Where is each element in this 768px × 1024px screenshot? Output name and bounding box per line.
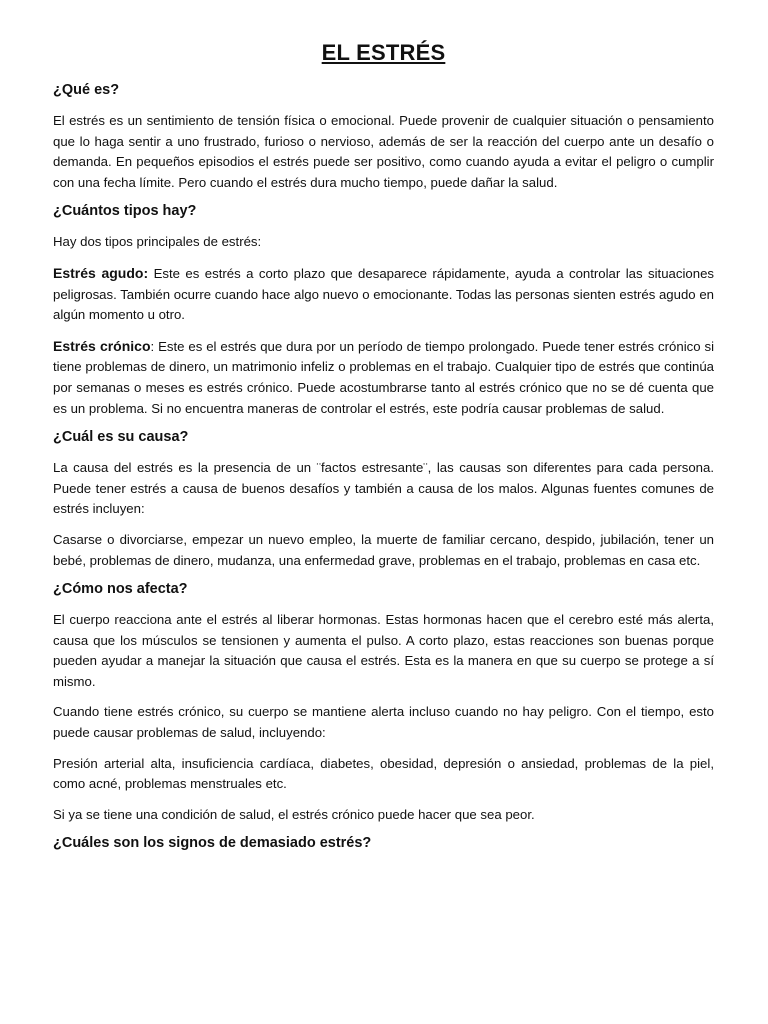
heading-signos: ¿Cuáles son los signos de demasiado estrés? — [53, 835, 372, 852]
paragraph-causa-2: Casarse o divorciarse, empezar un nuevo empleo, la muerte de familiar cercano, despido, jubilación, tener un bebé, problemas de dinero, mudanza, una enfermedad grave, problemas en el trabajo, problemas en casa etc. — [53, 531, 714, 568]
paragraph-estres-cronico — [53, 336, 714, 419]
heading-afecta: ¿Cómo nos afecta? — [53, 581, 188, 598]
paragraph-afecta-3: Presión arterial alta, insuficiencia cardíaca, diabetes, obesidad, depresión o ansiedad, problemas de la piel, como acné, problemas menstruales etc. — [53, 755, 714, 792]
heading-tipos: ¿Cuántos tipos hay? — [53, 203, 197, 220]
paragraph-afecta-1: El cuerpo reacciona ante el estrés al liberar hormonas. Estas hormonas hacen que el cerebro esté más alerta, causa que los músculos se tensionen y aumenta el pulso. A corto plazo, estas reacciones son buenas porque pueden ayudar a manejar la situación que causa el estrés. Esta es la manera en que su cuerpo se protege a sí mismo. — [53, 612, 714, 689]
label-estres-agudo: Estrés agudo: — [53, 264, 149, 281]
paragraph-tipos-intro: Hay dos tipos principales de estrés: — [53, 234, 262, 250]
heading-causa: ¿Cuál es su causa? — [53, 429, 189, 446]
paragraph-causa-1: La causa del estrés es la presencia de un ¨factos estresante¨, las causas son diferentes para cada persona. Puede tener estrés a causa de buenos desafíos y también a causa de los malos. Algunas fuentes comunes de estrés incluyen: — [53, 460, 714, 517]
text-estres-agudo: Este es estrés a corto plazo que desaparece rápidamente, ayuda a controlar las situaciones peligrosas. También ocurre cuando hace algo nuevo o emocionante. Todas las personas sienten estrés agudo en algún momento u otro. — [53, 265, 714, 323]
text-estres-cronico: : Este es el estrés que dura por un período de tiempo prolongado. Puede tener estrés crónico si tiene problemas de dinero, un matrimonio infeliz o problemas en el trabajo. Cualquier tipo de estrés que continúa por semanas o meses es estrés crónico. Puede acostumbrarse tanto al estrés crónico que no se dé cuenta que es un problema. Si no encuentra maneras de controlar el estrés, este podría causar problemas de salud. — [53, 338, 715, 416]
heading-que-es: ¿Qué es? — [53, 82, 120, 98]
paragraph-estres-agudo — [53, 263, 714, 326]
paragraph-que-es: El estrés es un sentimiento de tensión física o emocional. Puede provenir de cualquier situación o pensamiento que lo haga sentir a uno frustrado, furioso o nervioso, además de ser la reacción del cuerpo ante un desafío o demanda. En pequeños episodios el estrés puede ser positivo, como cuando ayuda a evitar el peligro o cumplir con una fecha límite. Pero cuando el estrés dura mucho tiempo, puede dañar la salud. — [53, 113, 714, 190]
label-estres-cronico: Estrés crónico — [53, 337, 151, 354]
paragraph-afecta-4: Si ya se tiene una condición de salud, el estrés crónico puede hacer que sea peor. — [53, 806, 535, 822]
document-title: EL ESTRÉS — [321, 40, 446, 65]
paragraph-afecta-2: Cuando tiene estrés crónico, su cuerpo se mantiene alerta incluso cuando no hay peligro. Con el tiempo, esto puede causar problemas de salud, incluyendo: — [53, 704, 714, 741]
